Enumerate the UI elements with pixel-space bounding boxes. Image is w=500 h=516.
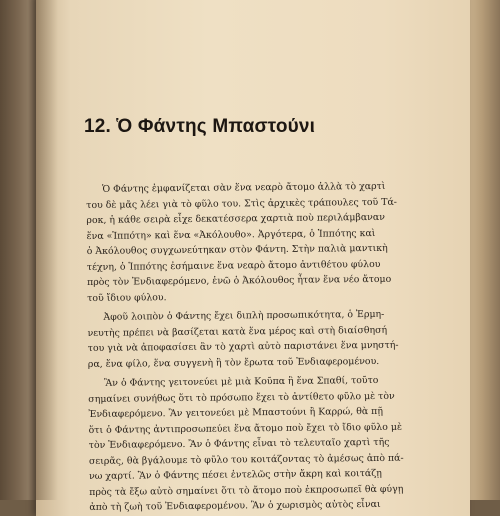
text-line: Ὁ Φάντης ἐμφανίζεται σὰν ἕνα νεαρὸ ἄτομο ἀλλὰ τὸ χαρτὶ [102, 180, 386, 195]
text-line: τοῦ ἴδιου φύλου. [87, 291, 167, 304]
text-line: Ἂν ὁ Φάντης γειτονεύει μὲ μιὰ Κοῦπα ἢ ἕνα Σπαθί, τοῦτο [104, 374, 379, 389]
text-line: σημαίνει συνήθως ὅτι τὸ πρόσωπο ἔχει τὸ ἀντίθετο φῦλο μὲ τὸν [88, 390, 395, 405]
text-line: ὅτι ὁ Φάντης ἀντιπροσωπεύει ἕνα ἄτομο ποὺ ἔχει τὸ ἴδιο φῦλο μὲ [88, 421, 402, 436]
chapter-title: 12. Ὁ Φάντης Μπαστούνι [84, 116, 316, 137]
paragraph-3 [88, 373, 415, 516]
text-line: Ἀφοῦ λοιπὸν ὁ Φάντης ἔχει διπλὴ προσωπικότητα, ὁ Ἑρμη- [103, 308, 385, 323]
page-edge [470, 0, 500, 500]
paragraph-2 [87, 307, 414, 372]
text-line: νω χαρτί. Ἂν ὁ Φάντης πέσει ἐντελῶς στὴν ἄκρη καὶ κοιτάζῃ [89, 467, 382, 482]
text-line: Ἐνδιαφερόμενο. Ἂν γειτονεύει μὲ Μπαστούνι ἢ Καρρώ, θὰ πῇ [88, 405, 383, 420]
text-line: του δὲ μᾶς λέει γιὰ τὸ φῦλο του. Στὶς ἀρχικὲς τράπουλες τοῦ Τά- [86, 196, 398, 211]
text-line: ἀπὸ τὴ ζωὴ τοῦ Ἐνδιαφερομένου. Ἂν ὁ χωρισμὸς αὐτὸς εἶναι [89, 498, 381, 513]
spine-shadow [36, 0, 58, 500]
text-line: τὸν Ἐνδιαφερόμενο. Ἂν ὁ Φάντης εἶναι τὸ τελευταῖο χαρτὶ τῆς [88, 436, 390, 451]
text-line: τέχνη, ὁ Ἱππότης ἐσήμαινε ἕνα νεαρὸ ἄτομο ἀντιθέτου φύλου [86, 258, 381, 273]
text-line: ὁ Ἀκόλουθος συγχωνεύτηκαν στὸν Φάντη. Στὴν παλιὰ μαντικὴ [86, 242, 388, 257]
paragraph-1 [86, 179, 413, 306]
text-line: ἕνα «Ἱππότη» καὶ ἕνα «Ἀκόλουθο». Ἀργότερα, ὁ Ἱππότης καὶ [86, 227, 376, 242]
text-line: του γιὰ νὰ ἀποφασίσει ἂν τὸ χαρτὶ αὐτὸ παριστάνει ἕνα μνηστή- [87, 339, 399, 354]
text-line: ροκ, ἡ κάθε σειρὰ εἶχε δεκατέσσερα χαρτιὰ ποὺ περιλάμβαναν [86, 211, 385, 226]
text-line: σειρᾶς, θὰ βγάλουμε τὸ φῦλο του κοιτάζοντας τὸ ἀμέσως ἀπὸ πά- [88, 452, 404, 467]
text-line: ρα, ἕνα φίλο, ἕνα συγγενὴ ἢ τὸν ἔρωτα τοῦ Ἐνδιαφερομένου. [87, 355, 380, 370]
text-line: πρὸς τὰ ἔξω αὐτὸ σημαίνει ὅτι τὸ ἄτομο ποὺ ἐκπροσωπεῖ θὰ φύγῃ [89, 483, 404, 498]
text-line: νευτὴς πρέπει νὰ βασίζεται κατὰ ἕνα μέρος καὶ στὴ διαίσθησή [87, 324, 388, 339]
body-text [86, 179, 415, 516]
text-line: πρὸς τὸν Ἐνδιαφερόμενο, ἐνῶ ὁ Ἀκόλουθος ἦταν ἕνα νέο ἄτομο [86, 273, 392, 288]
